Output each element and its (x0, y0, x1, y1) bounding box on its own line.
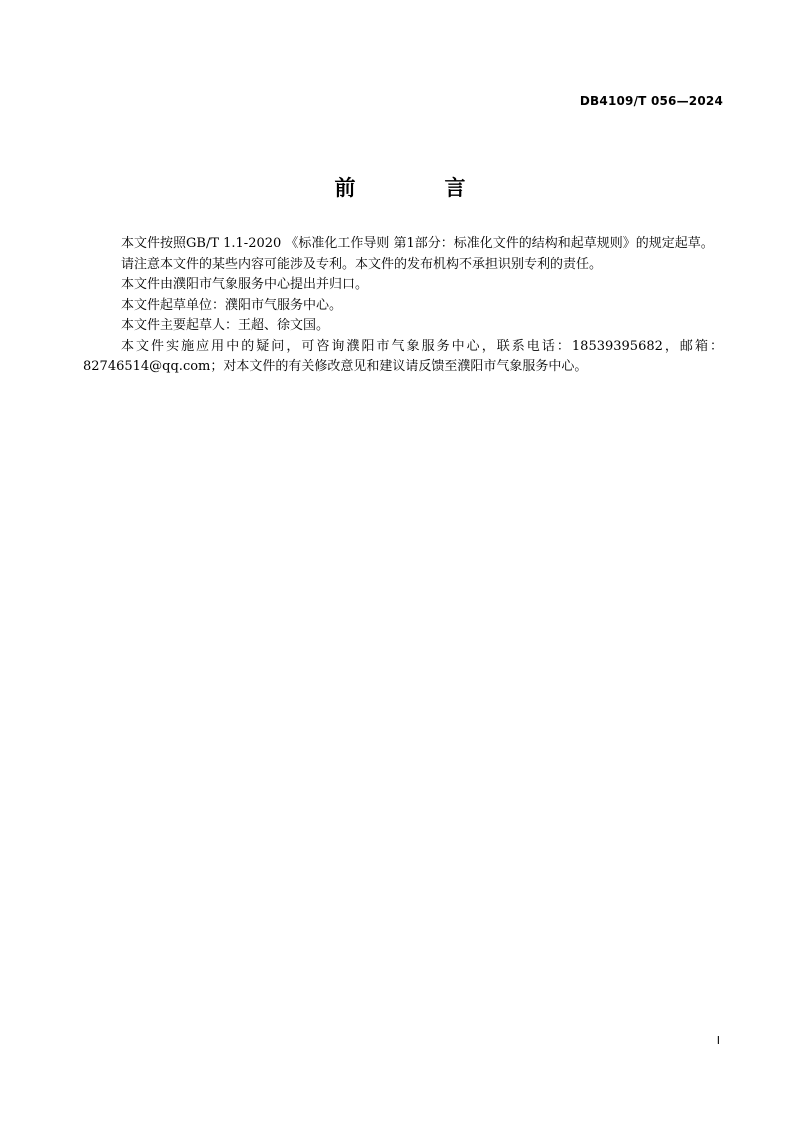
document-code: DB4109/T 056—2024 (579, 94, 723, 108)
paragraph-patent-notice: 请注意本文件的某些内容可能涉及专利。本文件的发布机构不承担识别专利的责任。 (121, 256, 603, 272)
page-title: 前 言 (334, 176, 500, 200)
paragraph-proposer: 本文件由濮阳市气象服务中心提出并归口。 (121, 277, 369, 292)
page-number: I (716, 1034, 720, 1047)
paragraph-drafting-unit: 本文件起草单位：濮阳市气服务中心。 (121, 297, 343, 313)
paragraph-drafting-rules: 本文件按照GB/T 1.1-2020 《标准化工作导则 第1部分：标准化文件的结构和起草规则》的规定起草。 (121, 236, 714, 251)
paragraph-contact: 本文件实施应用中的疑问，可咨询濮阳市气象服务中心，联系电话：18539395682，邮箱：82746514@qq.com；对本文件的有关修改意见和建议请反馈至濮阳市气象服务中心。 (83, 338, 723, 374)
foreword-body (83, 234, 723, 378)
paragraph-drafters: 本文件主要起草人：王超、徐文国。 (121, 318, 330, 333)
